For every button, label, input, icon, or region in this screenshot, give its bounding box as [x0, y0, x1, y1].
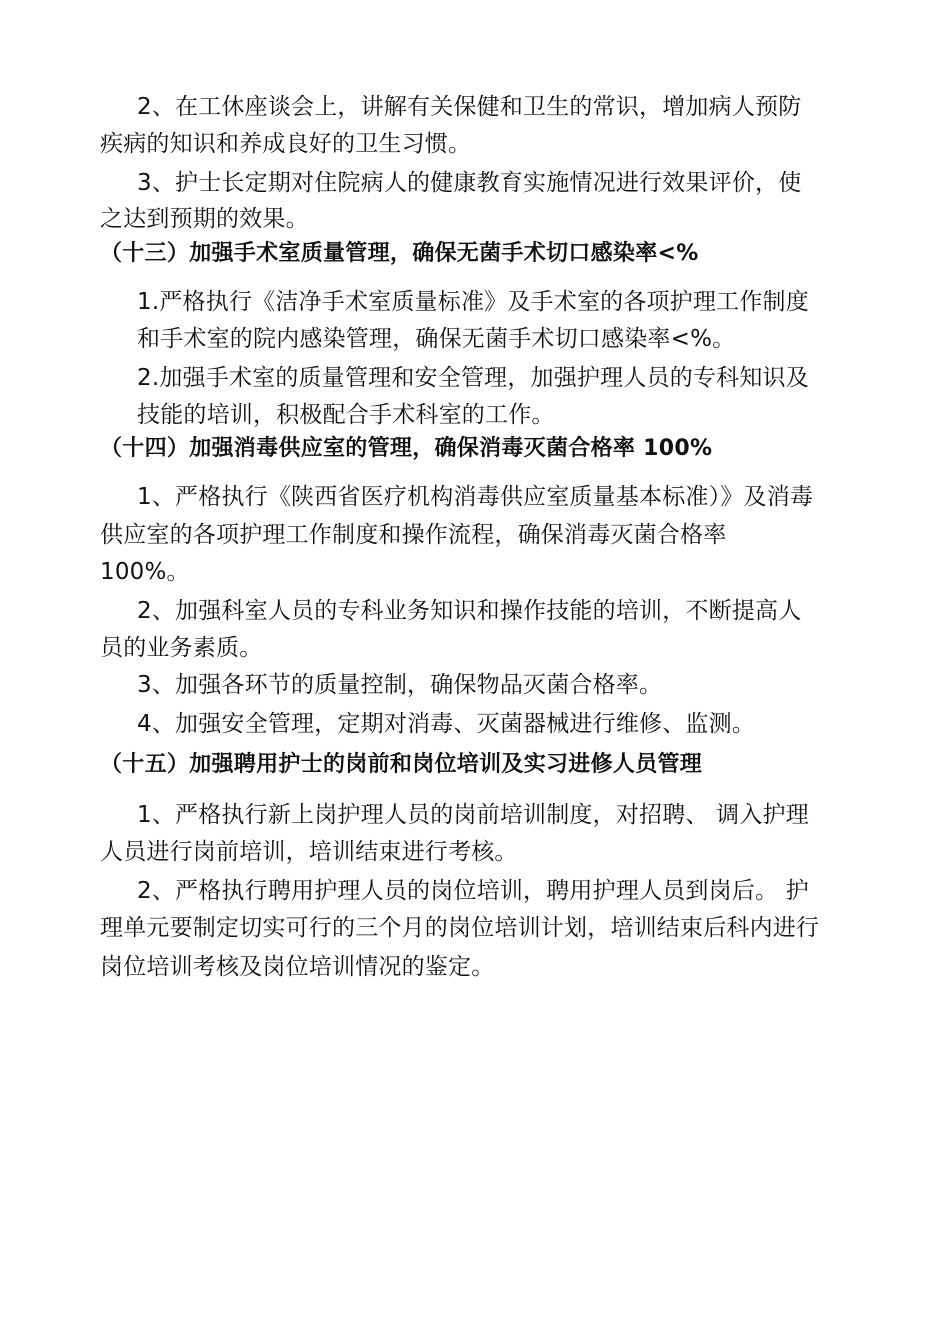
section-heading-14: （十四）加强消毒供应室的管理，确保消毒灭菌合格率 100% — [100, 436, 713, 461]
section-heading-15: （十五）加强聘用护士的岗前和岗位培训及实习进修人员管理 — [100, 752, 703, 777]
paragraph-line: 4、加强安全管理，定期对消毒、灭菌器械进行维修、监测。 — [137, 711, 756, 737]
paragraph-line: 技能的培训，积极配合手术科室的工作。 — [137, 402, 555, 428]
paragraph-line: 3、加强各环节的质量控制，确保物品灭菌合格率。 — [137, 672, 663, 698]
section-heading-13: （十三）加强手术室质量管理，确保无菌手术切口感染率<% — [100, 241, 699, 266]
paragraph-line: 和手术室的院内感染管理，确保无菌手术切口感染率<%。 — [137, 326, 736, 352]
paragraph-line: 供应室的各项护理工作制度和操作流程，确保消毒灭菌合格率 — [100, 522, 727, 548]
paragraph-line: 岗位培训考核及岗位培训情况的鉴定。 — [100, 954, 495, 980]
paragraph-line: 2、严格执行聘用护理人员的岗位培训，聘用护理人员到岗后。 护 — [137, 878, 809, 904]
paragraph-line: 理单元要制定切实可行的三个月的岗位培训计划，培训结束后科内进行 — [100, 915, 820, 941]
paragraph-line: 之达到预期的效果。 — [100, 206, 309, 232]
paragraph-line: 1、严格执行新上岗护理人员的岗前培训制度，对招聘、 调入护理 — [137, 802, 809, 828]
paragraph-line: 2.加强手术室的质量管理和安全管理，加强护理人员的专科知识及 — [137, 365, 809, 391]
paragraph-line: 疾病的知识和养成良好的卫生习惯。 — [100, 131, 472, 157]
paragraph-line: 2、加强科室人员的专科业务知识和操作技能的培训，不断提高人 — [137, 598, 802, 624]
paragraph-line: 2、在工休座谈会上，讲解有关保健和卫生的常识，增加病人预防 — [137, 94, 802, 120]
paragraph-line: 1、严格执行《陕西省医疗机构消毒供应室质量基本标准）》及消毒 — [137, 484, 814, 510]
paragraph-line: 人员进行岗前培训，培训结束进行考核。 — [100, 839, 518, 865]
paragraph-line: 3、护士长定期对住院病人的健康教育实施情况进行效果评价，使 — [137, 170, 802, 196]
paragraph-line: 1.严格执行《洁净手术室质量标准》及手术室的各项护理工作制度 — [137, 289, 809, 315]
paragraph-line: 员的业务素质。 — [100, 635, 263, 661]
paragraph-line: 100%。 — [100, 559, 190, 585]
